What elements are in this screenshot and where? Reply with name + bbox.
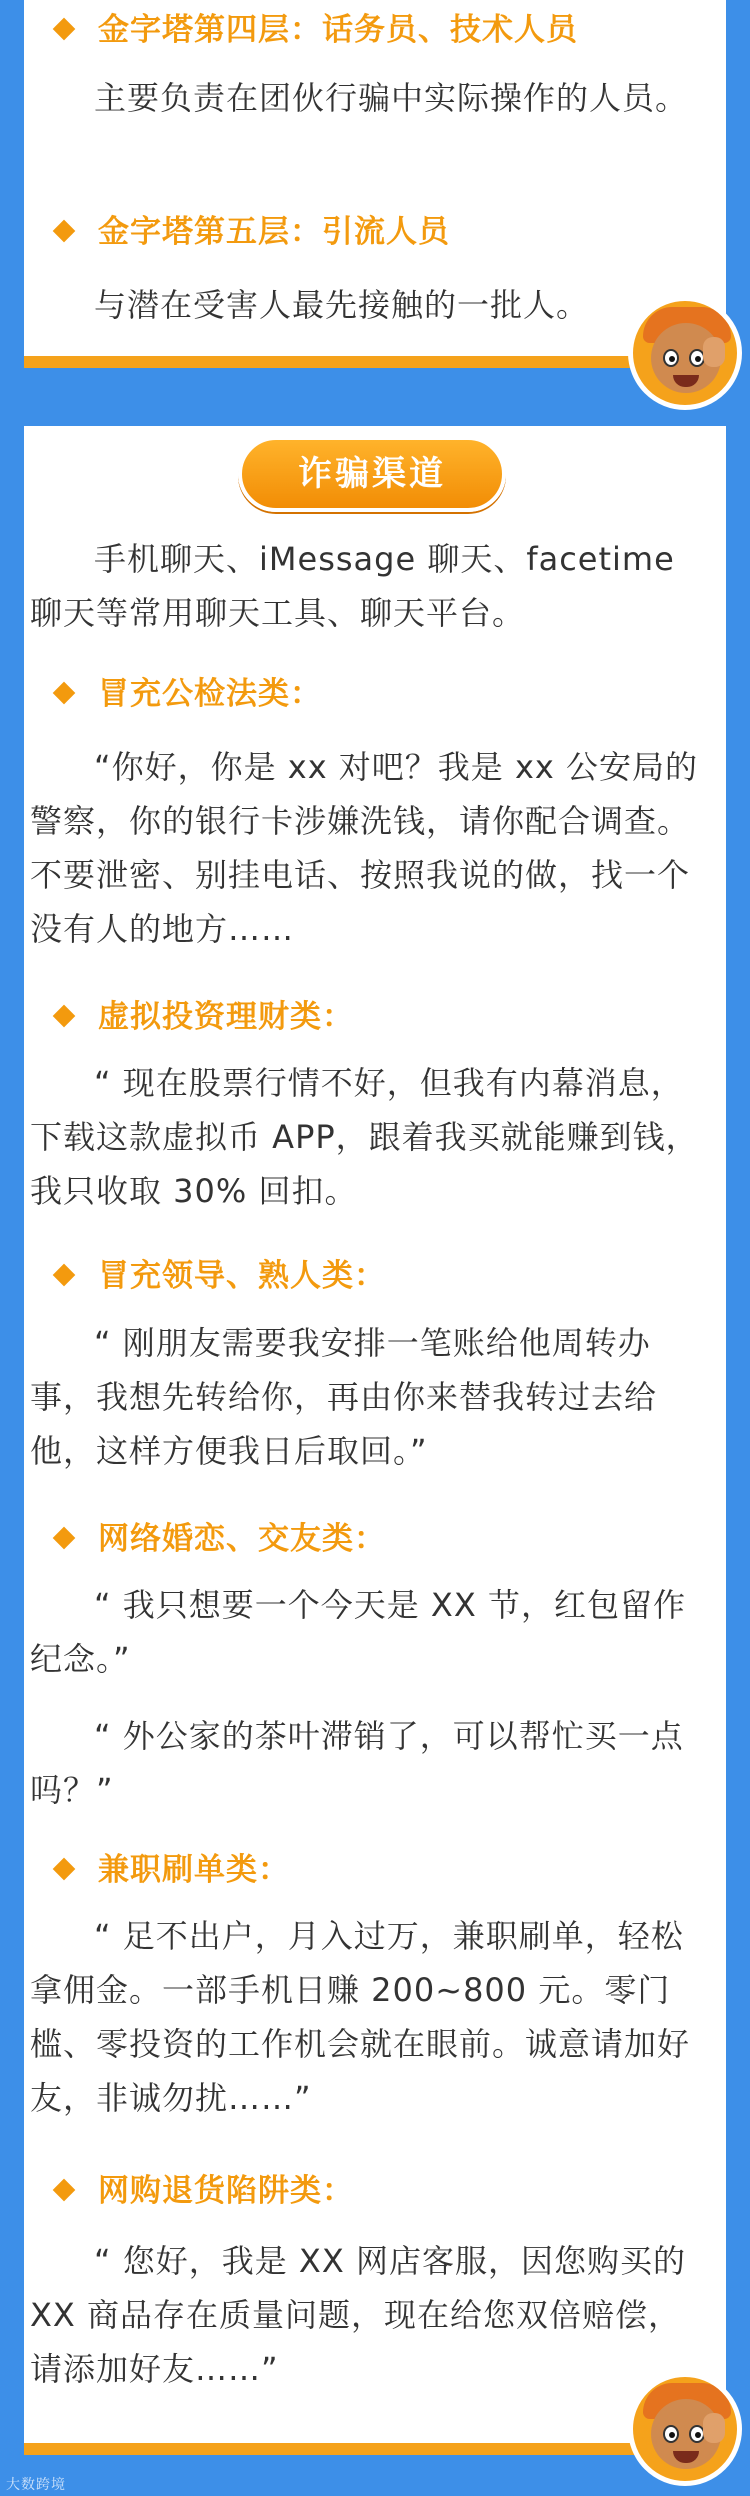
mascot-icon <box>628 2372 742 2486</box>
diamond-bullet-icon <box>53 219 76 242</box>
diamond-bullet-icon <box>53 1263 76 1286</box>
card-bottom-bar <box>24 356 726 368</box>
diamond-bullet-icon <box>53 2178 76 2201</box>
layer4-heading: 金字塔第四层：话务员、技术人员 <box>56 4 578 49</box>
section-title-badge: 诈骗渠道 <box>238 436 506 512</box>
category-heading: 网络婚恋、交友类： <box>56 1513 386 1558</box>
category-quote: “ 外公家的茶叶滞销了，可以帮忙买一点吗？” <box>30 1717 684 1809</box>
diamond-bullet-icon <box>53 681 76 704</box>
mascot-icon <box>628 296 742 410</box>
category-quote: “你好，你是 xx 对吧？我是 xx 公安局的警察，你的银行卡涉嫌洗钱，请你配合调查。不要泄密、别挂电话、按照我说的做，找一个没有人的地方…… <box>30 748 699 948</box>
category-quote: “ 足不出户，月入过万，兼职刷单，轻松拿佣金。一部手机日赚 200~800 元。零门槛、零投资的工作机会就在眼前。诚意请加好友，非诚勿扰……” <box>30 1917 691 2117</box>
category-quote: “ 您好，我是 XX 网店客服，因您购买的 XX 商品存在质量问题，现在给您双倍赔偿，请添加好友……” <box>30 2242 698 2388</box>
category-quote: “ 刚朋友需要我安排一笔账给他周转办事，我想先转给你，再由你来替我转过去给他，这样方便我日后取回。” <box>30 1324 658 1470</box>
category-heading: 网购退货陷阱类： <box>56 2165 354 2210</box>
footer-logo: 大数跨境 <box>6 2477 66 2493</box>
category-heading: 虚拟投资理财类： <box>56 991 354 1036</box>
diamond-bullet-icon <box>53 17 76 40</box>
category-heading: 冒充领导、熟人类： <box>56 1250 386 1295</box>
intro-text: 手机聊天、iMessage 聊天、facetime 聊天等常用聊天工具、聊天平台。 <box>30 540 686 632</box>
category-quote: “ 现在股票行情不好，但我有内幕消息，下载这款虚拟币 APP，跟着我买就能赚到钱，我只收取 30% 回扣。 <box>30 1064 699 1210</box>
diamond-bullet-icon <box>53 1857 76 1880</box>
category-heading: 兼职刷单类： <box>56 1844 290 1889</box>
diamond-bullet-icon <box>53 1004 76 1027</box>
category-heading: 冒充公检法类： <box>56 668 322 713</box>
card-bottom-bar <box>24 2443 726 2455</box>
layer4-description: 主要负责在团伙行骗中实际操作的人员。 <box>94 79 689 117</box>
layer5-heading: 金字塔第五层：引流人员 <box>56 206 450 251</box>
category-quote: “ 我只想要一个今天是 XX 节，红包留作纪念。” <box>30 1586 686 1678</box>
layer5-description: 与潜在受害人最先接触的一批人。 <box>94 286 590 324</box>
diamond-bullet-icon <box>53 1526 76 1549</box>
